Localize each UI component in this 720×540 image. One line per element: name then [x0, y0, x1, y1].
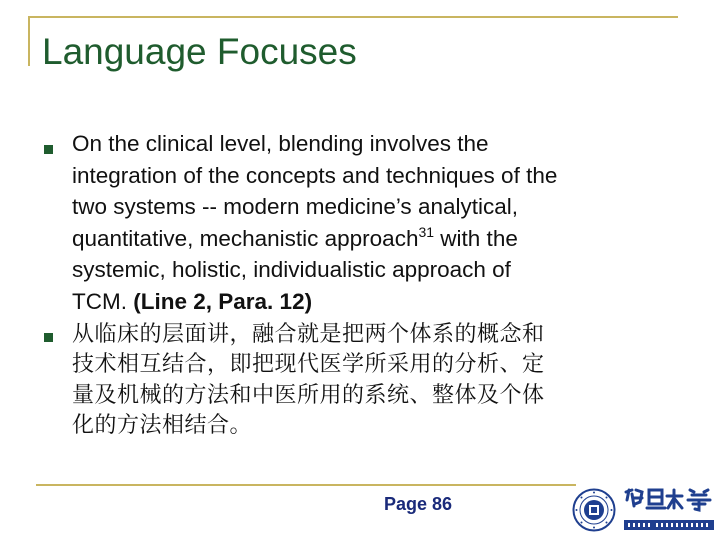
fudan-wordmark-logo [622, 486, 716, 534]
line-text: 从临床的层面讲，融合就是把两个体系的概念和 [72, 321, 545, 347]
bullet-chinese [42, 320, 682, 442]
line-text: integration of the concepts and techniques of the [72, 162, 558, 188]
bullet-line [72, 128, 682, 160]
square-bullet-icon [44, 333, 53, 342]
line-text: 量及机械的方法和中医所用的系统、整体及个体 [72, 382, 545, 408]
bottom-frame-line [36, 484, 576, 486]
bullet-line [72, 254, 682, 286]
square-bullet-icon [44, 145, 53, 154]
line-text: with the [434, 225, 518, 251]
line-reference: (Line 2, Para. 12) [133, 288, 313, 314]
page-number: Page 86 [384, 494, 453, 514]
bullet-line [72, 223, 682, 255]
slide-title: Language Focuses [42, 31, 357, 72]
top-frame-line [28, 16, 678, 18]
line-text: TCM. [72, 288, 134, 314]
bullet-line [72, 286, 682, 318]
bullet-line [72, 320, 682, 351]
line-text: 化的方法相结合。 [72, 413, 253, 439]
left-frame-line [28, 16, 30, 66]
bullet-english [42, 128, 682, 318]
line-text: quantitative, mechanistic approach [72, 225, 419, 251]
line-text: 技术相互结合，即把现代医学所采用的分析、定 [72, 352, 545, 378]
fudan-seal-logo [572, 488, 616, 532]
line-text: two systems -- modern medicine’s analytical, [72, 194, 518, 220]
line-text: systemic, holistic, individualistic approach of [72, 257, 511, 283]
bullet-line [72, 411, 682, 442]
line-text: On the clinical level, blending involves the [72, 131, 489, 156]
bullet-line [72, 381, 682, 412]
bullet-line [72, 350, 682, 381]
bullet-line [72, 160, 682, 192]
bullet-line [72, 191, 682, 223]
bullet-list [42, 128, 682, 442]
footnote-superscript: 31 [418, 223, 435, 240]
